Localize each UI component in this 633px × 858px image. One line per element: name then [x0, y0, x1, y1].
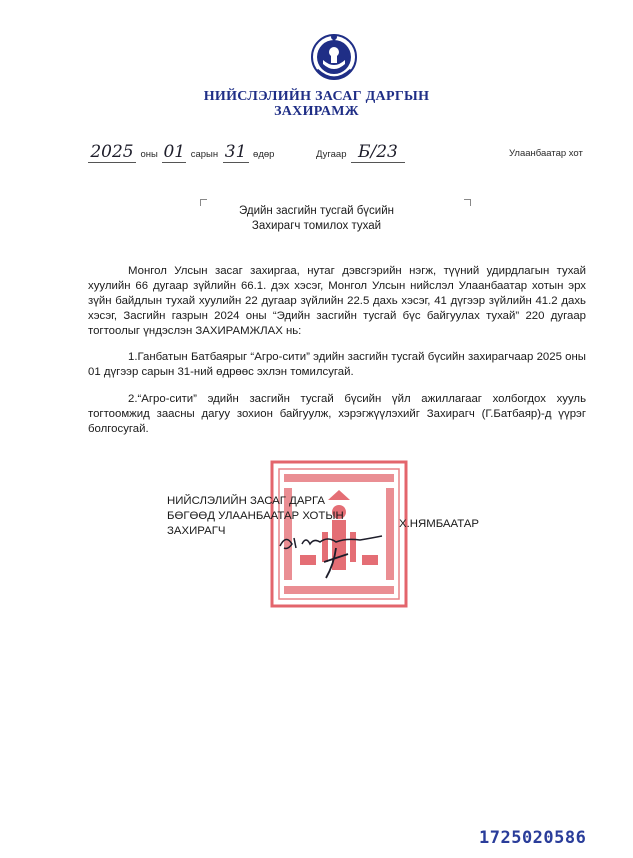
decision-item-2: 2.“Агро-сити” эдийн засгийн тусгай бүсийн үйл ажиллагааг холбогдох хууль тогтоомжид заасны дагуу зохион байгуулж, хэрэгжүүлэхийг Захирагч (Г.Батбаяр)-д үүрэг болгосугай.	[88, 393, 586, 435]
signatory-title-line2: БӨГӨӨД УЛААНБААТАР ХОТЫН	[167, 510, 344, 522]
organization-name: НИЙСЛЭЛИЙН ЗАСАГ ДАРГЫН	[203, 89, 430, 104]
year-value: 2025	[88, 142, 136, 163]
signatory-title-line1: НИЙСЛЭЛИЙН ЗАСАГ ДАРГА	[167, 495, 326, 507]
handwritten-signature	[276, 528, 386, 584]
subject-line1: Эдийн засгийн тусгай бүсийн	[238, 205, 394, 217]
intro-paragraph: Монгол Улсын засаг захиргаа, нутаг дэвсгэрийн нэгж, түүний удирдлагын тухай хуулийн 66 дугаар зүйлийн 66.1. дэх хэсэг, Монгол Улсын нийслэл Улаанбаатар хотын эрх зүйн байдлын тухай хуулийн 22 дугаар зүйлийн 22.5 дахь хэсэг, 41 дүгээр зүйлийн 41.2 дахь хэсэг, Засгийн газрын 2024 оны “Эдийн засгийн тусгай бүс байгуулах тухай” 220 дугаар тогтоолыг үндэслэн ЗАХИРАМЖЛАХ нь:	[88, 265, 586, 337]
decision-item-1: 1.Ганбатын Батбаярыг “Агро-сити” эдийн засгийн тусгай бүсийн захирагчаар 2025 оны 01 дүгээр сарын 31-ний өдрөөс эхлэн томилсугай.	[88, 351, 586, 378]
day-label: өдөр	[253, 149, 275, 160]
signatory-title-line3: ЗАХИРАГЧ	[167, 525, 226, 537]
state-emblem-icon	[309, 30, 359, 86]
signatory-name: Х.НЯМБААТАР	[399, 518, 480, 530]
city: Улаанбаатар хот	[509, 148, 583, 159]
number-label: Дугаар	[316, 149, 347, 160]
date-line	[88, 142, 274, 163]
month-value: 01	[163, 142, 186, 162]
year-label: оны	[140, 149, 158, 160]
number-line	[316, 142, 405, 163]
serial-number: 1725020586	[479, 828, 587, 848]
number-value: Б/23	[351, 142, 405, 163]
document-type: ЗАХИРАМЖ	[274, 104, 359, 119]
subject-line2: Захирагч томилох тухай	[251, 220, 382, 232]
day-value: 31	[223, 142, 249, 163]
month-label: сарын	[190, 149, 219, 160]
